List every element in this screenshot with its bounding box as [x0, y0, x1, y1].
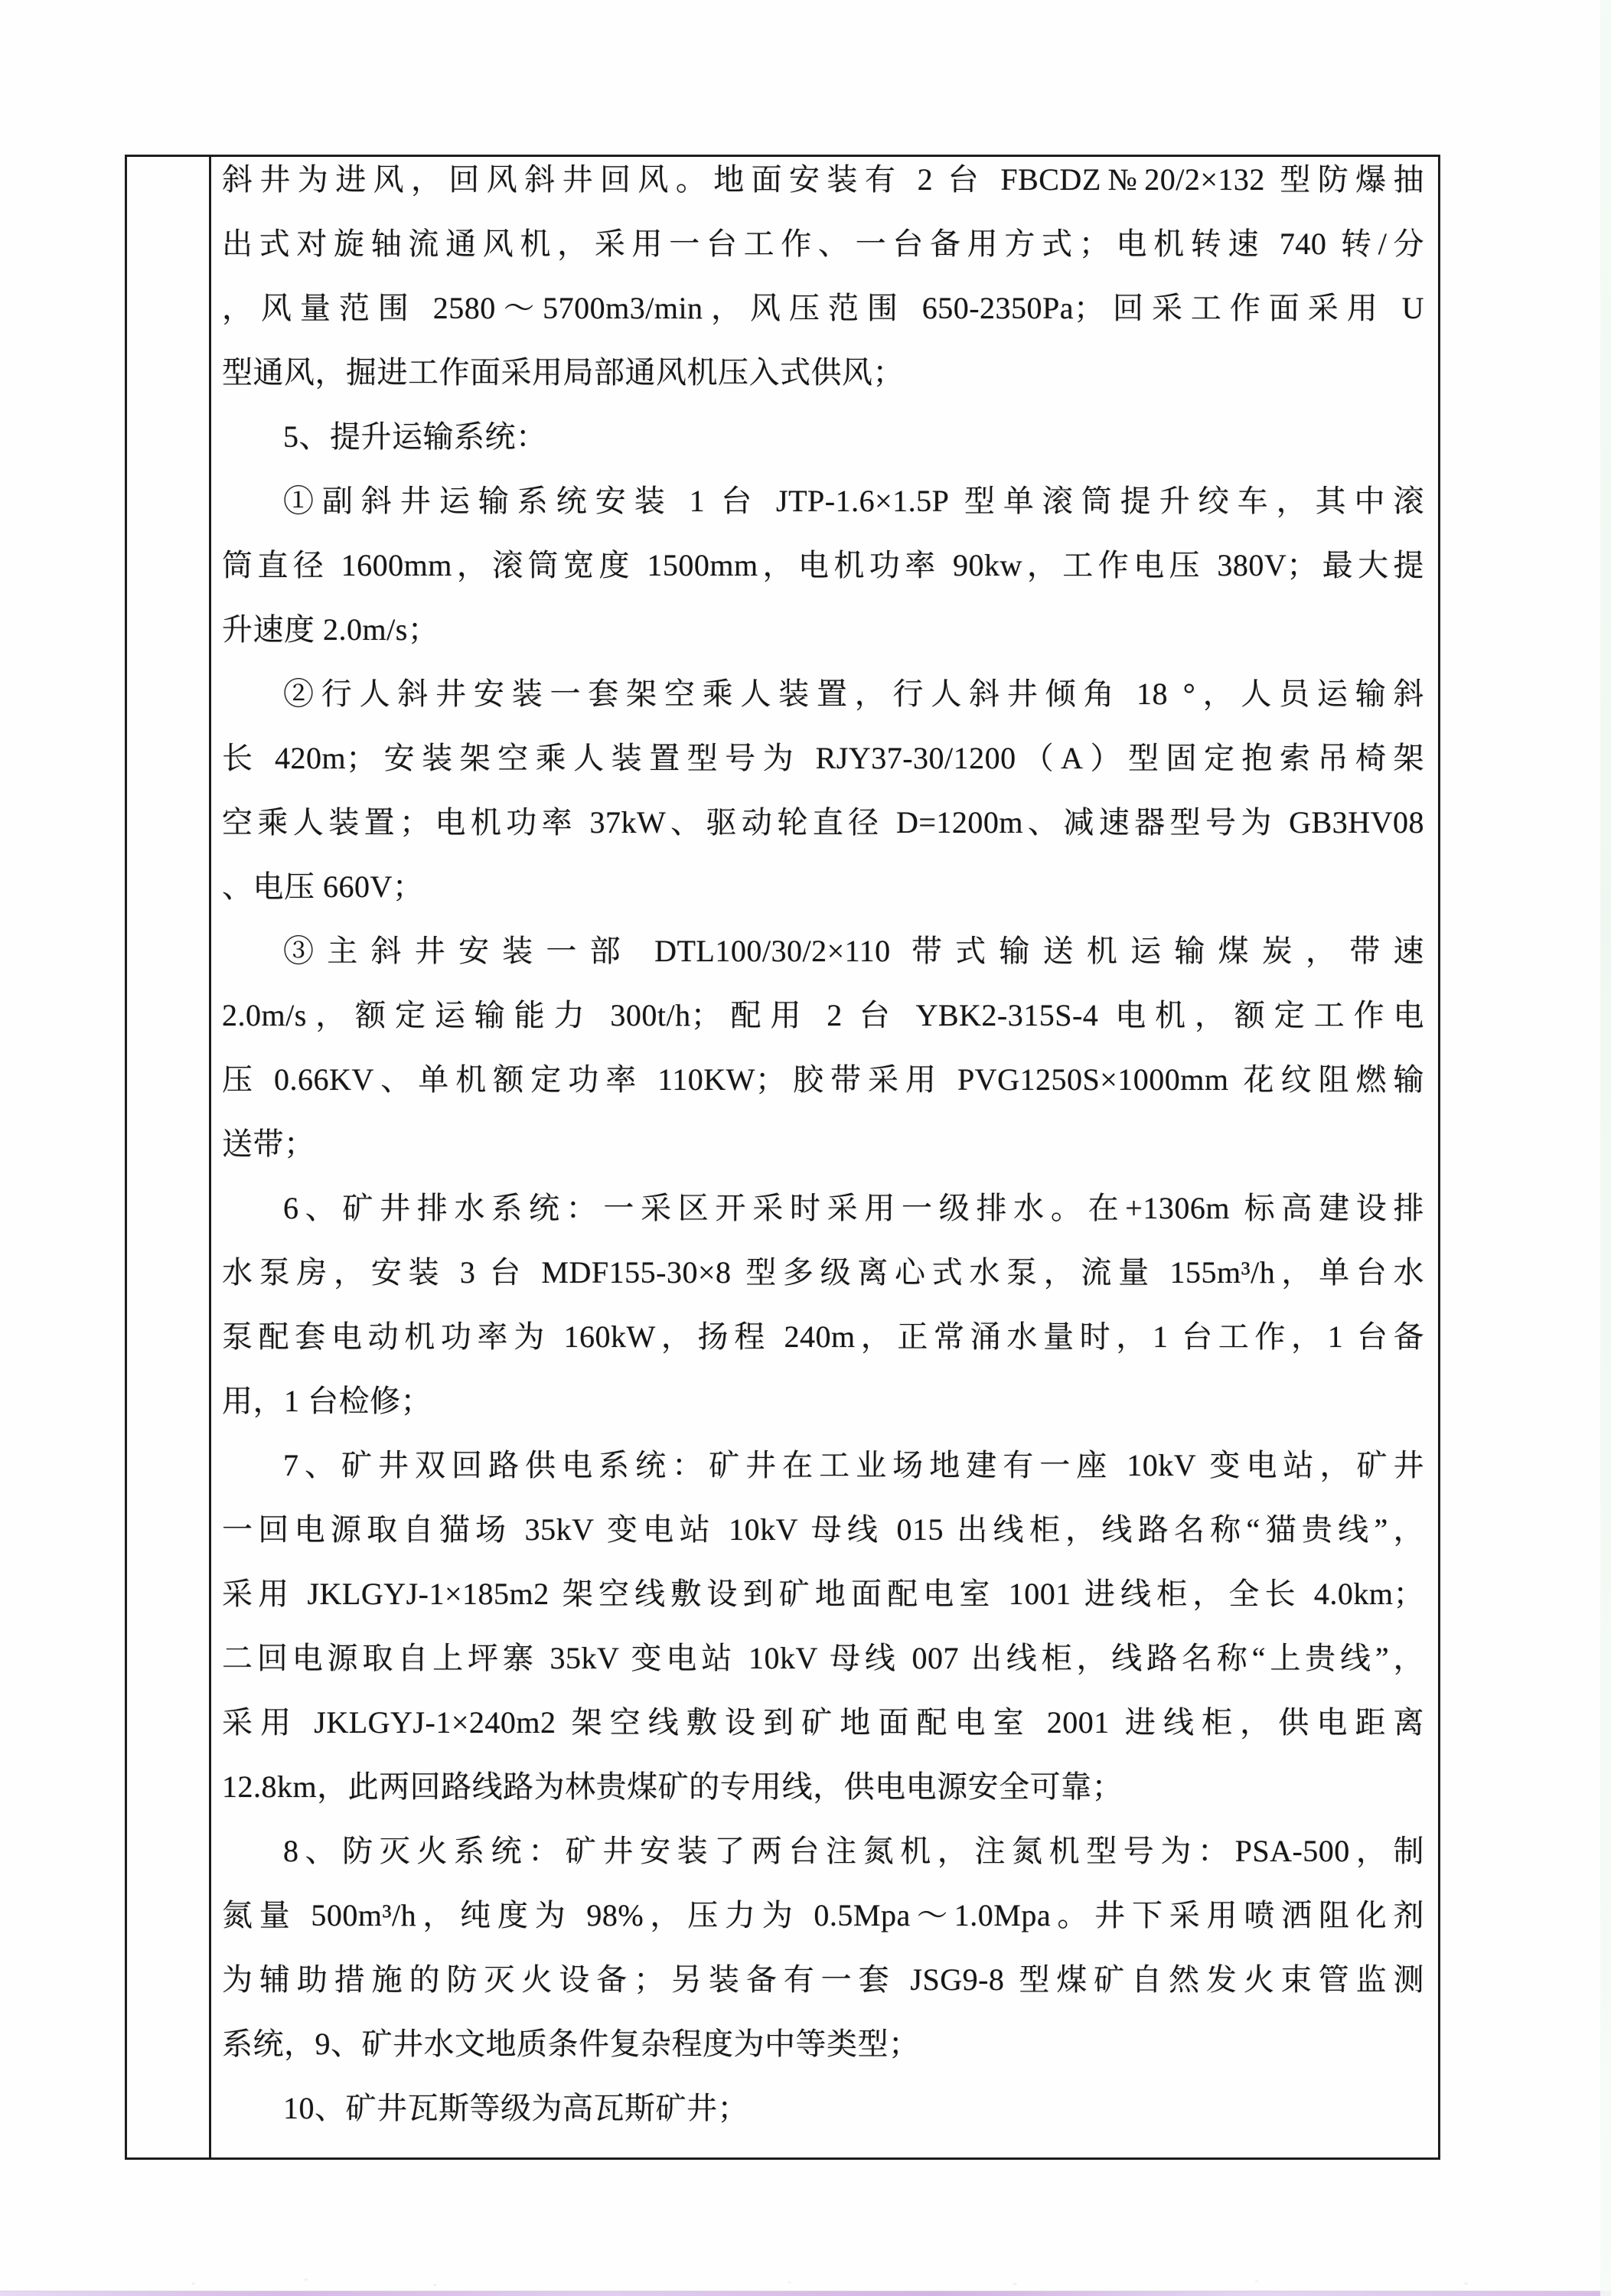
table-content-cell-lines: [222, 148, 1424, 2141]
text-line: 升速度 2.0m/s；: [222, 612, 439, 647]
scan-noise-band: [0, 2265, 1611, 2291]
text-line: 7、矿井双回路供电系统：矿井在工业场地建有一座 10kV 变电站，矿井: [283, 1448, 1424, 1482]
text-line: 用，1 台检修；: [222, 1384, 432, 1418]
text-line: 压 0.66KV、单机额定功率 110KW；胶带采用 PVG1250S×1000mm 花纹阻燃输: [222, 1062, 1424, 1097]
content-table: [125, 155, 1440, 2160]
text-line: 为辅助措施的防灭火设备；另装备有一套 JSG9-8 型煤矿自然发火束管监测: [222, 1962, 1424, 1997]
text-line: 一回电源取自猫场 35kV 变电站 10kV 母线 015 出线柜，线路名称“猫贵线”，: [222, 1512, 1424, 1547]
scan-bottom-edge: [0, 2291, 1611, 2296]
text-line: 采用 JKLGYJ-1×240m2 架空线敷设到矿地面配电室 2001 进线柜，供电距离: [222, 1705, 1424, 1740]
text-line: ②行人斜井安装一套架空乘人装置，行人斜井倾角 18 °，人员运输斜: [283, 677, 1424, 711]
text-line: 12.8km，此两回路线路为林贵煤矿的专用线，供电电源安全可靠；: [222, 1769, 1123, 1804]
text-line: ，风量范围 2580～5700m3/min，风压范围 650-2350Pa；回采工作面采用 U: [222, 291, 1424, 325]
text-line: 采用 JKLGYJ-1×185m2 架空线敷设到矿地面配电室 1001 进线柜，全长 4.0km；: [222, 1577, 1424, 1611]
text-line: 、电压 660V；: [222, 869, 424, 904]
text-line: ③主斜井安装一部 DTL100/30/2×110 带式输送机运输煤炭，带速: [283, 934, 1424, 968]
text-line: 2.0m/s，额定运输能力 300t/h；配用 2 台 YBK2-315S-4 电机，额定工作电: [222, 998, 1424, 1032]
text-line: 斜井为进风，回风斜井回风。地面安装有 2 台 FBCDZ№20/2×132 型防爆抽: [222, 162, 1424, 197]
text-line: 6、矿井排水系统：一采区开采时采用一级排水。在+1306m 标高建设排: [283, 1191, 1424, 1225]
text-line: 长 420m；安装架空乘人装置型号为 RJY37-30/1200（A）型固定抱索吊椅架: [222, 741, 1424, 775]
text-line: 空乘人装置；电机功率 37kW、驱动轮直径 D=1200m、减速器型号为 GB3HV08: [222, 805, 1424, 840]
table-content-cell: [211, 157, 1438, 2157]
scan-right-edge: [1600, 0, 1611, 2296]
text-line: 10、矿井瓦斯等级为高瓦斯矿井；: [283, 2091, 748, 2125]
text-line: 送带；: [222, 1127, 315, 1161]
table-label-cell: [127, 157, 211, 2157]
text-line: 二回电源取自上坪寨 35kV 变电站 10kV 母线 007 出线柜，线路名称“上贵线”，: [222, 1641, 1424, 1675]
text-line: 出式对旋轴流通风机，采用一台工作、一台备用方式；电机转速 740 转/分: [222, 227, 1424, 261]
text-line: ①副斜井运输系统安装 1 台 JTP-1.6×1.5P 型单滚筒提升绞车，其中滚: [283, 484, 1424, 518]
text-line: 型通风，掘进工作面采用局部通风机压入式供风；: [222, 355, 904, 390]
text-line: 氮量 500m³/h，纯度为 98%，压力为 0.5Mpa～1.0Mpa。井下采用喷洒阻化剂: [222, 1898, 1424, 1932]
text-line: 水泵房，安装 3 台 MDF155-30×8 型多级离心式水泵，流量 155m³/h，单台水: [222, 1255, 1424, 1290]
text-line: 系统，9、矿井水文地质条件复杂程度为中等类型；: [222, 2027, 920, 2061]
text-line: 5、提升运输系统：: [283, 419, 547, 454]
text-line: 8、防灭火系统：矿井安装了两台注氮机，注氮机型号为：PSA-500，制: [283, 1834, 1424, 1868]
text-line: 筒直径 1600mm，滚筒宽度 1500mm，电机功率 90kw，工作电压 380V；最大提: [222, 548, 1424, 582]
text-line: 泵配套电动机功率为 160kW，扬程 240m，正常涌水量时，1 台工作，1 台备: [222, 1319, 1424, 1354]
